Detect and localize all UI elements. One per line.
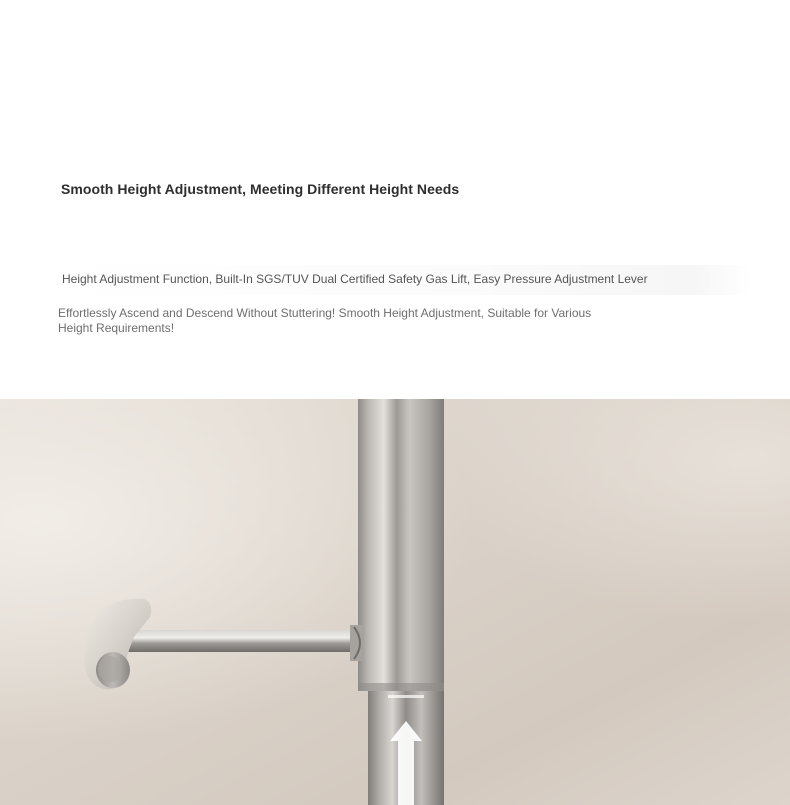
product-photo [0, 399, 790, 805]
headline: Smooth Height Adjustment, Meeting Different Height Needs [61, 181, 460, 197]
subheadline: Height Adjustment Function, Built-In SGS/TUV Dual Certified Safety Gas Lift, Easy Pressure Adjustment Lever [58, 265, 750, 295]
text-panel [0, 0, 790, 399]
upper-gas-cylinder [358, 399, 444, 691]
body-text: Effortlessly Ascend and Descend Without Stuttering! Smooth Height Adjustment, Suitable for Various Height Requirements! [58, 306, 592, 335]
adjustment-lever-rod [108, 630, 360, 652]
gas-lift-illustration [0, 399, 790, 805]
